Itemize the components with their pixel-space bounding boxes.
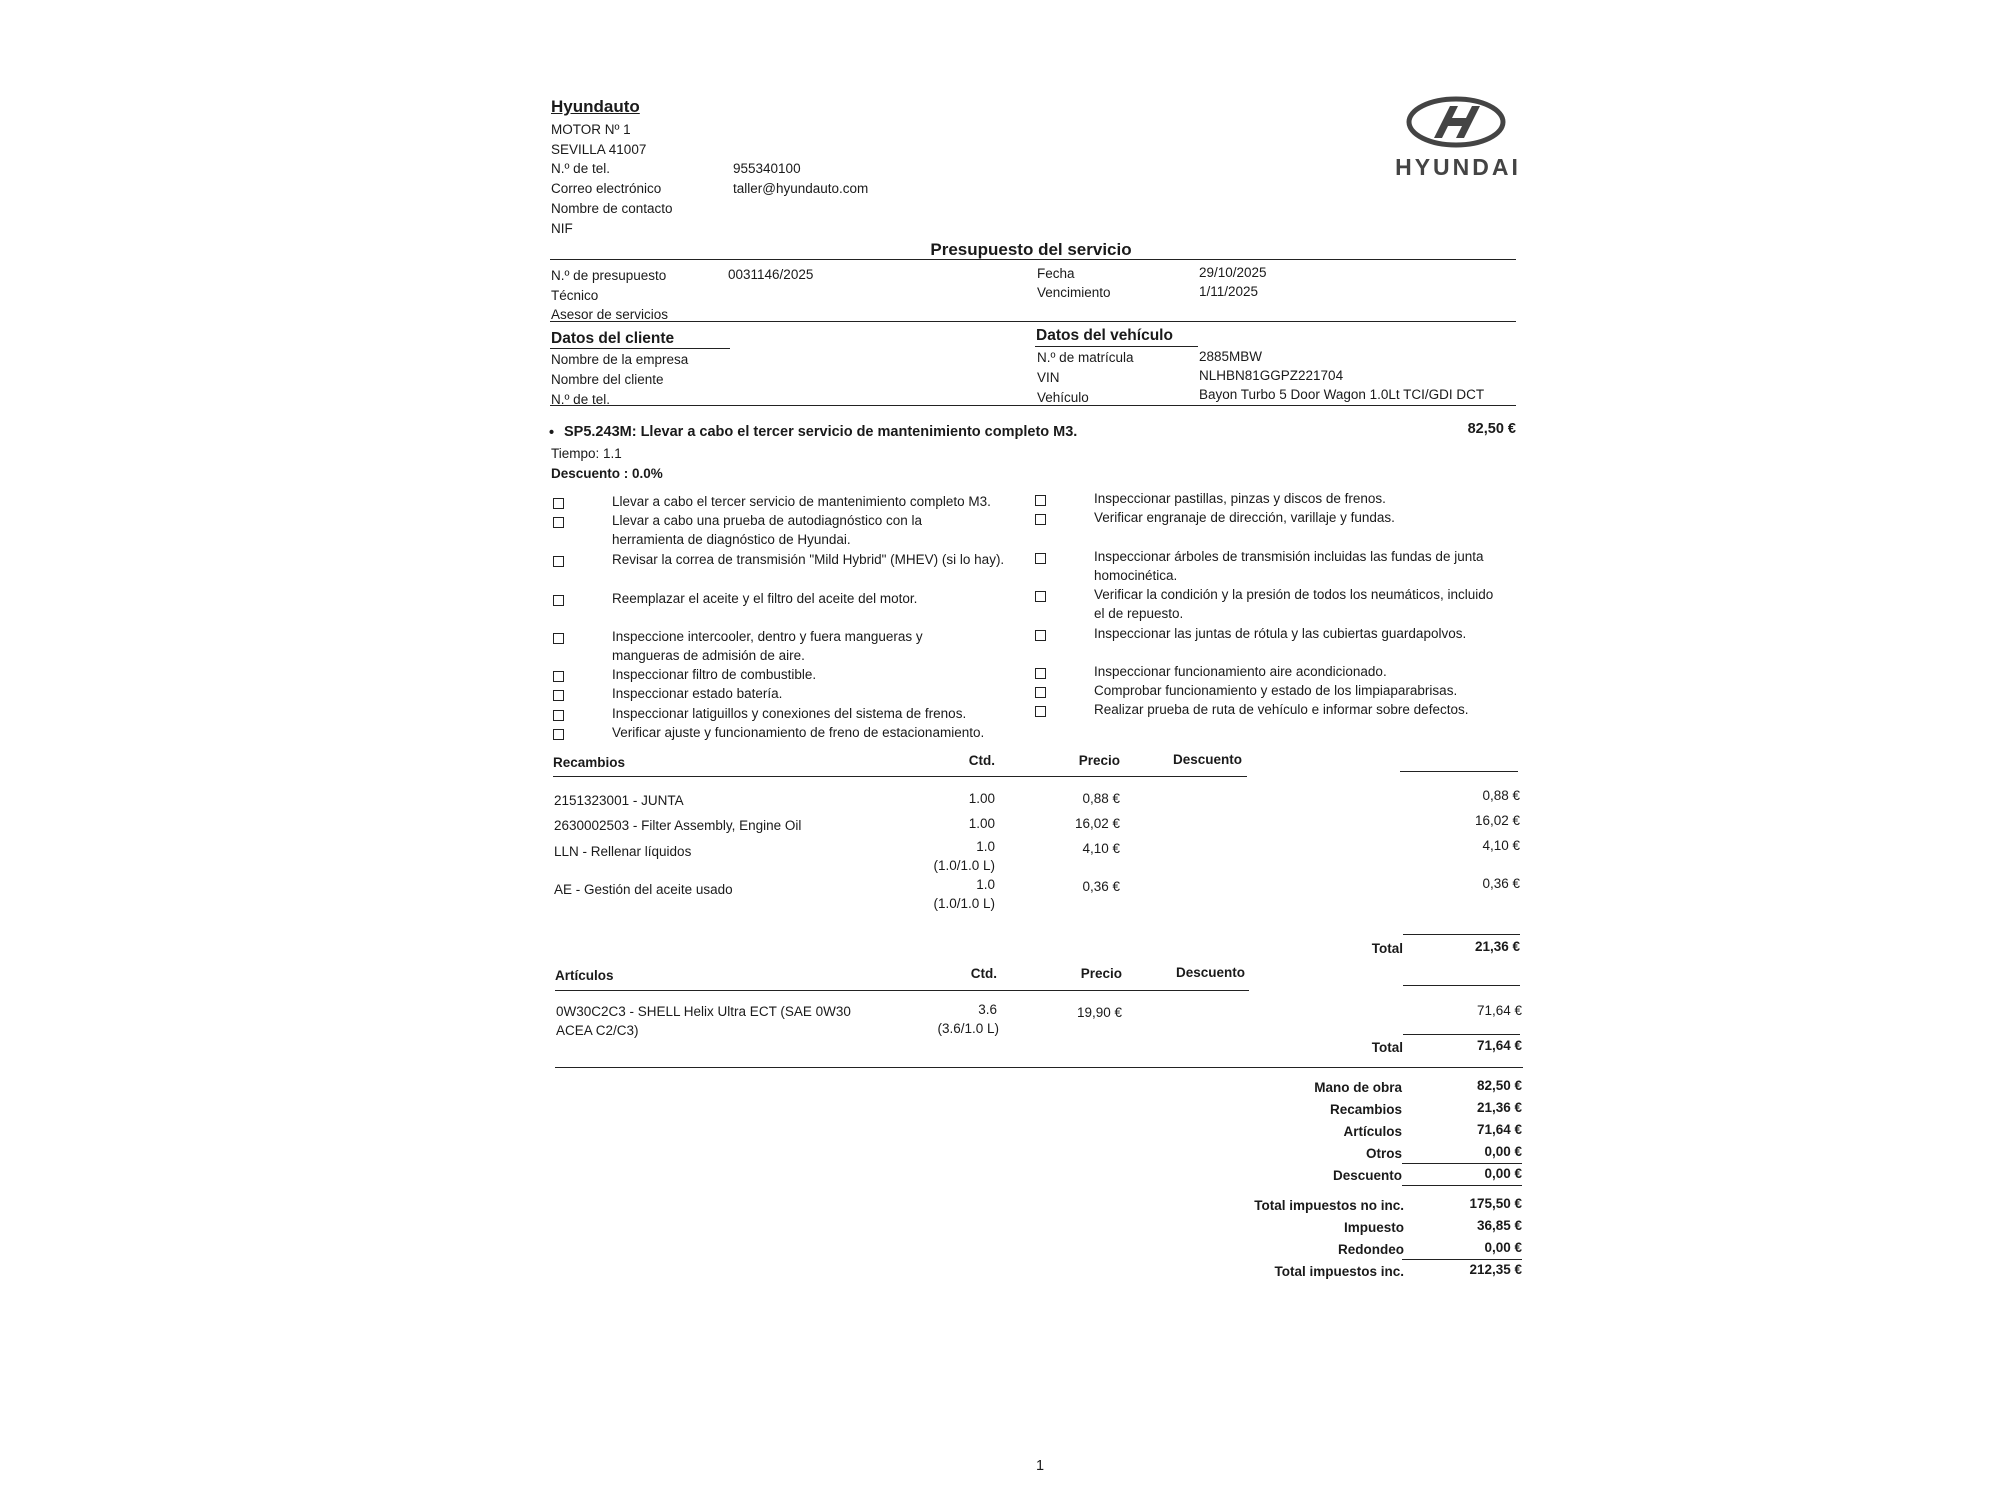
articles-header-price: Precio — [1080, 966, 1122, 981]
summary-labor: 82,50 € — [1476, 1078, 1522, 1093]
advisor-label: Asesor de servicios — [551, 307, 669, 322]
company-email-label: Correo electrónico — [551, 181, 662, 196]
articles-header-divider — [555, 990, 1249, 991]
part-name: 2630002503 - Filter Assembly, Engine Oil — [554, 818, 802, 833]
quote-number: 0031146/2025 — [728, 267, 814, 282]
company-email: taller@hyundauto.com — [733, 181, 869, 196]
meta-divider — [550, 321, 1516, 322]
page-number: 1 — [1035, 1458, 1045, 1474]
checklist-item: Llevar a cabo una prueba de autodiagnóstico con la herramienta de diagnóstico de Hyundai. — [612, 513, 922, 547]
part-qty: 1.00 — [968, 791, 995, 806]
summary-gross: 212,35 € — [1469, 1262, 1522, 1277]
article-total: 71,64 € — [1476, 1003, 1522, 1018]
checklist-item: Inspeccionar pastillas, pinzas y discos de frenos. — [1094, 491, 1386, 506]
summary-net: 175,50 € — [1469, 1196, 1522, 1211]
due-value: 1/11/2025 — [1199, 284, 1259, 299]
summary-parts: 21,36 € — [1476, 1100, 1522, 1115]
article-price: 19,90 € — [1076, 1005, 1122, 1020]
parts-header-discount: Descuento — [1173, 752, 1243, 767]
part-qty-detail: (1.0/1.0 L) — [933, 896, 995, 911]
articles-header-discount: Descuento — [1176, 965, 1246, 980]
parts-total: 21,36 € — [1474, 939, 1520, 954]
checkbox[interactable] — [553, 690, 564, 701]
part-name: 2151323001 - JUNTA — [554, 793, 684, 808]
checklist-item: Reemplazar el aceite y el filtro del aceite del motor. — [612, 591, 918, 606]
logo-text: HYUNDAI — [1395, 154, 1521, 180]
part-price: 0,36 € — [1082, 879, 1120, 894]
checklist-item: Verificar la condición y la presión de todos los neumáticos, incluido el de repuesto. — [1094, 587, 1494, 621]
parts-header-divider — [553, 776, 1247, 777]
articles-total-label: Total — [1371, 1040, 1403, 1055]
document-title: Presupuesto del servicio — [930, 240, 1132, 259]
summary-discount-divider — [1402, 1185, 1522, 1186]
vehicle-plate-label: N.º de matrícula — [1037, 350, 1134, 365]
article-qty-detail: (3.6/1.0 L) — [937, 1021, 999, 1036]
parts-total-divider — [1403, 934, 1520, 935]
vehicle-vin: NLHBN81GGPZ221704 — [1199, 368, 1344, 383]
article-name: 0W30C2C3 - SHELL Helix Ultra ECT (SAE 0W30 — [556, 1004, 851, 1019]
company-address-line2: SEVILLA 41007 — [551, 142, 647, 157]
vehicle-heading: Datos del vehículo — [1036, 327, 1173, 344]
date-value: 29/10/2025 — [1199, 265, 1267, 280]
summary-other: 0,00 € — [1484, 1144, 1522, 1159]
checkbox[interactable] — [1035, 495, 1046, 506]
part-name: AE - Gestión del aceite usado — [554, 882, 733, 897]
company-address-line1: MOTOR Nº 1 — [551, 122, 631, 137]
title-divider — [550, 259, 1516, 260]
checkbox[interactable] — [1035, 668, 1046, 679]
hyundai-emblem-icon — [1388, 96, 1528, 156]
checkbox[interactable] — [553, 498, 564, 509]
articles-header-name: Artículos — [555, 968, 614, 983]
client-divider — [550, 405, 1516, 406]
checkbox[interactable] — [1035, 553, 1046, 564]
company-contact-label: Nombre de contacto — [551, 201, 673, 216]
technician-label: Técnico — [551, 288, 599, 303]
client-heading-underline — [550, 348, 730, 349]
client-heading: Datos del cliente — [551, 330, 675, 347]
part-price: 16,02 € — [1074, 816, 1120, 831]
checklist-item: Llevar a cabo el tercer servicio de mantenimiento completo M3. — [612, 494, 991, 509]
articles-total-divider — [1403, 1034, 1520, 1035]
company-nif-label: NIF — [551, 221, 573, 236]
checkbox[interactable] — [553, 595, 564, 606]
checklist-item: Inspeccionar latiguillos y conexiones del sistema de frenos. — [612, 706, 967, 721]
checklist-item: Inspeccionar estado batería. — [612, 686, 783, 701]
article-qty: 3.6 — [978, 1002, 997, 1017]
checklist-item: Comprobar funcionamiento y estado de los limpiaparabrisas. — [1094, 683, 1458, 698]
articles-bottom-divider — [555, 1067, 1523, 1068]
service-price: 82,50 € — [1467, 421, 1516, 437]
part-qty: 1.0 — [976, 877, 995, 892]
checkbox[interactable] — [553, 633, 564, 644]
client-company-label: Nombre de la empresa — [551, 352, 689, 367]
part-qty: 1.0 — [976, 839, 995, 854]
service-bullet: • — [549, 425, 555, 441]
company-name: Hyundauto — [551, 97, 640, 116]
summary-articles: 71,64 € — [1476, 1122, 1522, 1137]
checkbox[interactable] — [553, 729, 564, 740]
client-name-label: Nombre del cliente — [551, 372, 664, 387]
summary-rounding: 0,00 € — [1484, 1240, 1522, 1255]
summary-articles-label: Artículos — [1343, 1124, 1402, 1139]
articles-total: 71,64 € — [1476, 1038, 1522, 1053]
summary-tax-label: Impuesto — [1343, 1220, 1404, 1235]
part-total: 16,02 € — [1474, 813, 1520, 828]
checkbox[interactable] — [1035, 706, 1046, 717]
checkbox[interactable] — [553, 671, 564, 682]
parts-total-label: Total — [1371, 941, 1403, 956]
summary-tax: 36,85 € — [1476, 1218, 1522, 1233]
summary-rounding-divider — [1402, 1259, 1522, 1260]
checkbox[interactable] — [1035, 514, 1046, 525]
summary-discount-label: Descuento — [1332, 1168, 1402, 1183]
articles-total-column-line — [1403, 985, 1520, 986]
service-time: Tiempo: 1.1 — [551, 446, 622, 461]
checklist-item: Inspeccione intercooler, dentro y fuera mangueras y mangueras de admisión de aire. — [612, 629, 923, 663]
client-phone-label: N.º de tel. — [551, 392, 610, 407]
checklist-item: Verificar engranaje de dirección, varillaje y fundas. — [1094, 510, 1395, 525]
summary-other-divider — [1402, 1163, 1522, 1164]
checkbox[interactable] — [1035, 591, 1046, 602]
vehicle-plate: 2885MBW — [1199, 349, 1263, 364]
service-discount: Descuento : 0.0% — [551, 466, 663, 481]
checklist-item: Inspeccionar funcionamiento aire acondicionado. — [1094, 664, 1387, 679]
checklist-item: Inspeccionar las juntas de rótula y las cubiertas guardapolvos. — [1094, 626, 1467, 641]
due-label: Vencimiento — [1037, 285, 1111, 300]
vehicle-heading-underline — [1035, 346, 1198, 347]
checklist-item: Inspeccionar filtro de combustible. — [612, 667, 817, 682]
parts-header-name: Recambios — [553, 755, 626, 770]
checklist-item: Verificar ajuste y funcionamiento de freno de estacionamiento. — [612, 725, 985, 740]
summary-gross-label: Total impuestos inc. — [1274, 1264, 1404, 1279]
date-label: Fecha — [1037, 266, 1075, 281]
summary-discount: 0,00 € — [1484, 1166, 1522, 1181]
vehicle-vin-label: VIN — [1037, 370, 1060, 385]
checkbox[interactable] — [1035, 687, 1046, 698]
parts-header-price: Precio — [1078, 753, 1120, 768]
service-title: SP5.243M: Llevar a cabo el tercer servicio de mantenimiento completo M3. — [564, 424, 1078, 440]
summary-other-label: Otros — [1365, 1146, 1402, 1161]
part-total: 4,10 € — [1482, 838, 1520, 853]
vehicle-model-label: Vehículo — [1037, 390, 1089, 405]
articles-header-qty: Ctd. — [970, 966, 997, 981]
part-price: 4,10 € — [1082, 841, 1120, 856]
part-qty-detail: (1.0/1.0 L) — [933, 858, 995, 873]
checkbox[interactable] — [553, 517, 564, 528]
summary-labor-label: Mano de obra — [1314, 1080, 1402, 1095]
checklist-item: Revisar la correa de transmisión "Mild Hybrid" (MHEV) (si lo hay). — [612, 552, 1005, 567]
hyundai-logo — [1388, 96, 1528, 186]
part-price: 0,88 € — [1082, 791, 1120, 806]
vehicle-model: Bayon Turbo 5 Door Wagon 1.0Lt TCI/GDI DCT — [1199, 387, 1485, 402]
checkbox[interactable] — [1035, 630, 1046, 641]
part-total: 0,88 € — [1482, 788, 1520, 803]
parts-total-column-line — [1400, 771, 1518, 772]
checkbox[interactable] — [553, 710, 564, 721]
summary-rounding-label: Redondeo — [1338, 1242, 1404, 1257]
company-phone-label: N.º de tel. — [551, 161, 610, 176]
parts-header-qty: Ctd. — [968, 753, 995, 768]
article-name-line2: ACEA C2/C3) — [556, 1023, 639, 1038]
summary-net-label: Total impuestos no inc. — [1254, 1198, 1404, 1213]
checklist-item: Realizar prueba de ruta de vehículo e informar sobre defectos. — [1094, 702, 1469, 717]
part-qty: 1.00 — [968, 816, 995, 831]
quote-number-label: N.º de presupuesto — [551, 268, 667, 283]
summary-parts-label: Recambios — [1329, 1102, 1402, 1117]
checkbox[interactable] — [553, 556, 564, 567]
part-name: LLN - Rellenar líquidos — [554, 844, 692, 859]
company-phone: 955340100 — [733, 161, 801, 176]
part-total: 0,36 € — [1482, 876, 1520, 891]
checklist-item: Inspeccionar árboles de transmisión incluidas las fundas de junta homocinética. — [1094, 549, 1484, 583]
